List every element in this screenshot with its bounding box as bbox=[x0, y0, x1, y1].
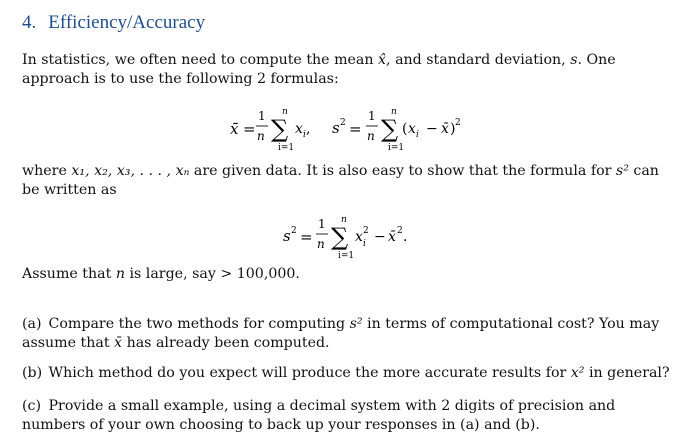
minus-sign: − bbox=[426, 121, 438, 137]
given-data-paragraph bbox=[22, 162, 670, 200]
s-exponent: 2 bbox=[340, 118, 346, 128]
s-symbol: s bbox=[332, 119, 340, 137]
equals-sign-2: = bbox=[349, 120, 362, 138]
assume-text-2: is large, say > 100,000. bbox=[129, 266, 300, 282]
question-b-label: (b) bbox=[22, 365, 43, 381]
section-title: Efficiency/Accuracy bbox=[48, 12, 206, 33]
minus-sign-3: − bbox=[374, 229, 386, 245]
assumption-paragraph bbox=[22, 265, 300, 284]
question-b bbox=[22, 364, 672, 383]
s-symbol-3: s bbox=[283, 227, 291, 245]
given-text-1: where bbox=[22, 163, 67, 179]
question-a-text-1: Compare the two methods for computing bbox=[48, 316, 346, 332]
paren-open: ( bbox=[402, 121, 408, 137]
fraction-numerator-3: 1 bbox=[318, 217, 326, 231]
term-sub: i bbox=[303, 130, 306, 140]
assume-text-1: Assume that bbox=[22, 266, 112, 282]
sum-upper-limit-2: n bbox=[391, 107, 397, 117]
formula-pair bbox=[0, 100, 685, 158]
term-x: x bbox=[295, 121, 303, 137]
question-a-label: (a) bbox=[22, 316, 42, 332]
xbar-exponent: 2 bbox=[397, 226, 403, 236]
given-text-2: are given data. It is also easy to show that the formula for bbox=[193, 163, 612, 179]
question-b-math: x² bbox=[570, 365, 585, 381]
formula-period: . bbox=[403, 229, 408, 245]
summation-icon-2: ∑ bbox=[381, 115, 399, 143]
term-xi-sub: i bbox=[416, 130, 419, 140]
sum-lower-limit-3: i=1 bbox=[338, 251, 355, 261]
intro-text-2: , and standard deviation, bbox=[386, 52, 566, 68]
sum-upper-limit: n bbox=[282, 107, 288, 117]
xbar-symbol: x̄ bbox=[230, 120, 239, 138]
mean-symbol: x̂ bbox=[378, 52, 387, 68]
question-c-label: (c) bbox=[22, 398, 42, 414]
question-b-text-1: Which method do you expect will produce the more accurate results for bbox=[48, 365, 567, 381]
question-a-math-2: x̄ bbox=[114, 335, 123, 351]
term-x-sq: x bbox=[355, 229, 363, 245]
intro-text-3: . One approach is to use the following 2 formulas: bbox=[22, 52, 616, 87]
paren-close: ) bbox=[450, 121, 456, 137]
fraction-denominator-3: n bbox=[317, 237, 325, 251]
xbar-symbol-3: x̄ bbox=[388, 229, 396, 245]
s-squared-symbol: s² bbox=[615, 163, 629, 179]
term-x-sup: 2 bbox=[363, 226, 369, 236]
fraction-denominator-2: n bbox=[367, 129, 375, 143]
question-a-text-2: in terms of computational cost? You may assume that bbox=[22, 316, 660, 351]
fraction-numerator: 1 bbox=[258, 109, 266, 123]
question-a-text-3: has already been computed. bbox=[126, 335, 330, 351]
formula-separator: , bbox=[306, 121, 311, 137]
summation-icon-3: ∑ bbox=[331, 223, 349, 251]
summation-icon: ∑ bbox=[271, 115, 289, 143]
sum-lower-limit-2: i=1 bbox=[388, 143, 405, 153]
question-a-math: s² bbox=[349, 316, 363, 332]
term-x-sub: i bbox=[363, 239, 366, 249]
section-heading bbox=[22, 12, 205, 34]
fraction-numerator-2: 1 bbox=[368, 109, 376, 123]
section-number: 4. bbox=[22, 12, 37, 33]
square-exponent: 2 bbox=[455, 118, 461, 128]
given-text-3: can be written as bbox=[22, 163, 659, 198]
intro-text-1: In statistics, we often need to compute the mean bbox=[22, 52, 374, 68]
xbar-symbol-2: x̄ bbox=[441, 121, 449, 137]
intro-paragraph bbox=[22, 51, 670, 89]
given-data-list: x₁, x₂, x₃, . . . , xₙ bbox=[71, 163, 190, 179]
sum-lower-limit: i=1 bbox=[278, 143, 295, 153]
equals-sign: = bbox=[243, 120, 256, 138]
question-a bbox=[22, 315, 672, 353]
question-c bbox=[22, 397, 672, 435]
fraction-denominator: n bbox=[257, 129, 265, 143]
s-exponent-3: 2 bbox=[291, 226, 297, 236]
sum-upper-limit-3: n bbox=[341, 215, 347, 225]
sd-symbol: s bbox=[570, 52, 578, 68]
equals-sign-3: = bbox=[300, 228, 313, 246]
alternate-formula bbox=[0, 208, 685, 264]
n-symbol: n bbox=[115, 266, 125, 282]
question-b-text-2: in general? bbox=[589, 365, 670, 381]
question-c-text: Provide a small example, using a decimal system with 2 digits of precision and numbers of your own choosing to back up your responses in (a) and (b). bbox=[22, 398, 616, 433]
term-xi: x bbox=[408, 121, 416, 137]
